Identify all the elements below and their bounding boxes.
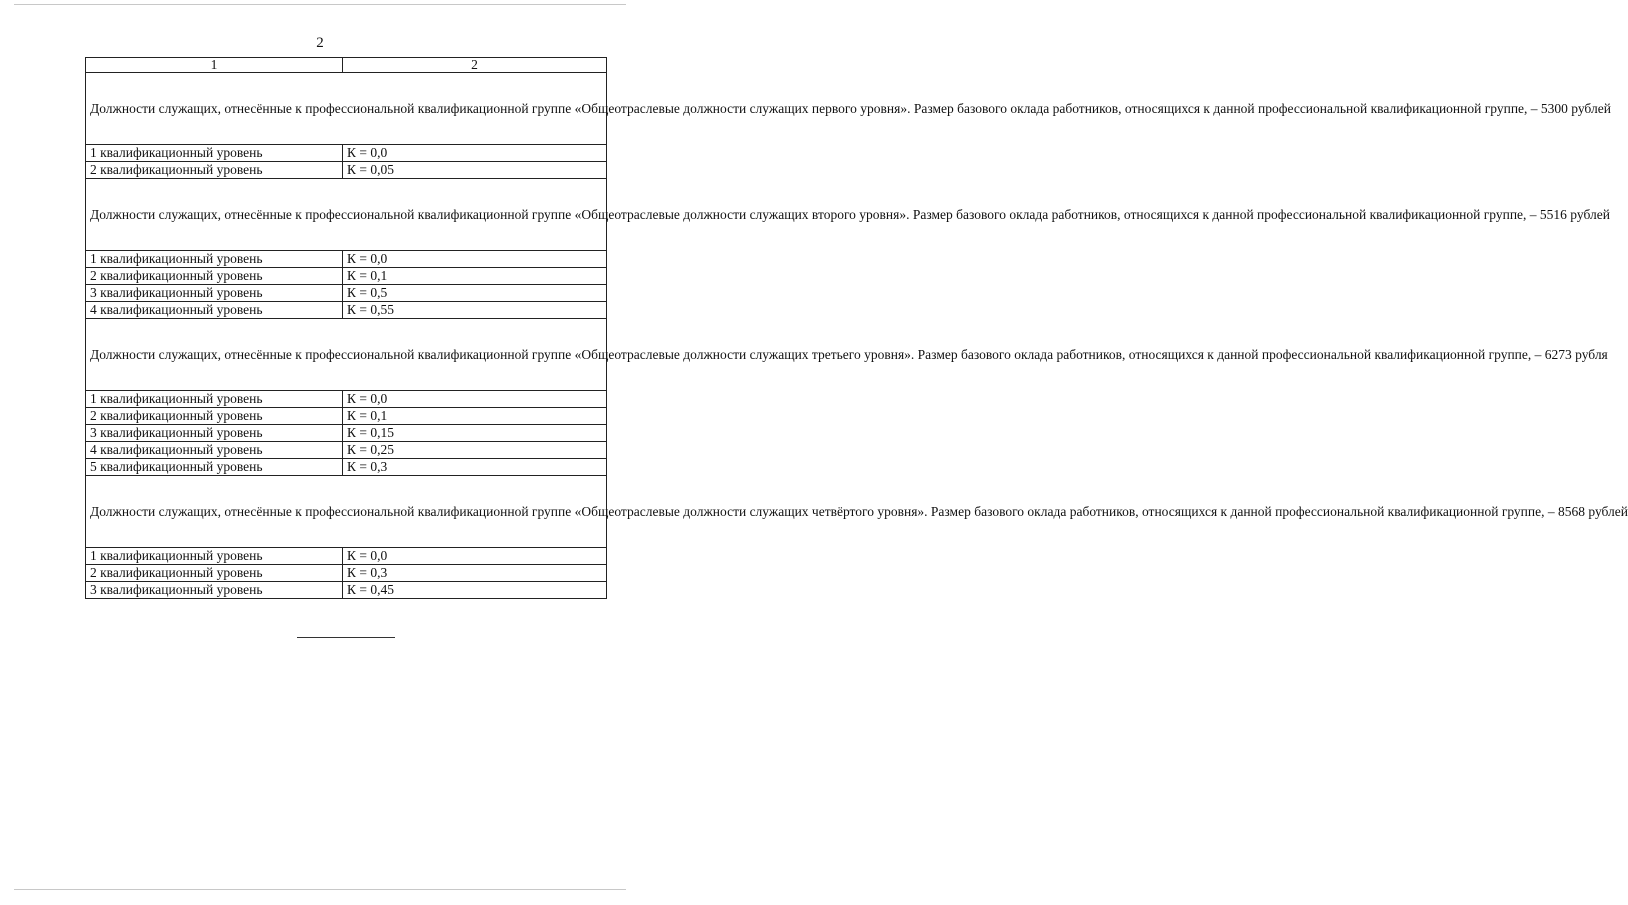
table-row (86, 162, 607, 179)
scan-edge-bottom (14, 889, 626, 890)
group-heading: Должности служащих, отнесённые к профессиональной квалификационной группе «Общеотраслевые должности служащих второго уровня». Размер базового оклада работников, относящихся к данной профессиональной квалификационной группе, – 5516 рублей (86, 179, 607, 251)
level-coefficient: К = 0,55 (343, 302, 607, 319)
level-name: 2 квалификационный уровень (86, 565, 343, 582)
table-row (86, 548, 607, 565)
level-name: 1 квалификационный уровень (86, 251, 343, 268)
level-name: 2 квалификационный уровень (86, 408, 343, 425)
group-heading-row (86, 319, 607, 391)
level-name: 1 квалификационный уровень (86, 391, 343, 408)
column-number-1: 1 (86, 58, 343, 73)
group-heading: Должности служащих, отнесённые к профессиональной квалификационной группе «Общеотраслевые должности служащих третьего уровня». Размер базового оклада работников, относящихся к данной профессиональной квалификационной группе, – 6273 рубля (86, 319, 607, 391)
group-heading-row (86, 179, 607, 251)
level-coefficient: К = 0,0 (343, 145, 607, 162)
table-row (86, 582, 607, 599)
level-name: 3 квалификационный уровень (86, 285, 343, 302)
table-row (86, 302, 607, 319)
level-coefficient: К = 0,0 (343, 391, 607, 408)
level-name: 4 квалификационный уровень (86, 442, 343, 459)
level-coefficient: К = 0,3 (343, 565, 607, 582)
level-coefficient: К = 0,15 (343, 425, 607, 442)
level-name: 2 квалификационный уровень (86, 162, 343, 179)
table-row (86, 145, 607, 162)
table-row (86, 408, 607, 425)
level-coefficient: К = 0,5 (343, 285, 607, 302)
level-coefficient: К = 0,05 (343, 162, 607, 179)
group-heading-row (86, 73, 607, 145)
level-name: 1 квалификационный уровень (86, 145, 343, 162)
level-coefficient: К = 0,1 (343, 268, 607, 285)
column-number-2: 2 (343, 58, 607, 73)
table-row (86, 391, 607, 408)
level-coefficient: К = 0,25 (343, 442, 607, 459)
table-row (86, 285, 607, 302)
table-row (86, 565, 607, 582)
group-heading-row (86, 476, 607, 548)
level-name: 4 квалификационный уровень (86, 302, 343, 319)
level-name: 5 квалификационный уровень (86, 459, 343, 476)
table-row (86, 442, 607, 459)
end-of-document-rule (297, 637, 395, 638)
table-row (86, 251, 607, 268)
level-coefficient: К = 0,1 (343, 408, 607, 425)
table-row (86, 268, 607, 285)
level-coefficient: К = 0,45 (343, 582, 607, 599)
level-coefficient: К = 0,0 (343, 251, 607, 268)
group-heading: Должности служащих, отнесённые к профессиональной квалификационной группе «Общеотраслевые должности служащих четвёртого уровня». Размер базового оклада работников, относящихся к данной профессиональной квалификационной группе, – 8568 рублей (86, 476, 607, 548)
salary-table (85, 57, 1628, 599)
column-number-row (86, 58, 607, 73)
table-row (86, 459, 607, 476)
level-name: 3 квалификационный уровень (86, 425, 343, 442)
page-number: 2 (316, 35, 324, 51)
level-coefficient: К = 0,3 (343, 459, 607, 476)
level-name: 3 квалификационный уровень (86, 582, 343, 599)
level-name: 1 квалификационный уровень (86, 548, 343, 565)
level-name: 2 квалификационный уровень (86, 268, 343, 285)
group-heading: Должности служащих, отнесённые к профессиональной квалификационной группе «Общеотраслевые должности служащих первого уровня». Размер базового оклада работников, относящихся к данной профессиональной квалификационной группе, – 5300 рублей (86, 73, 607, 145)
level-coefficient: К = 0,0 (343, 548, 607, 565)
table-row (86, 425, 607, 442)
scan-edge-top (14, 4, 626, 5)
